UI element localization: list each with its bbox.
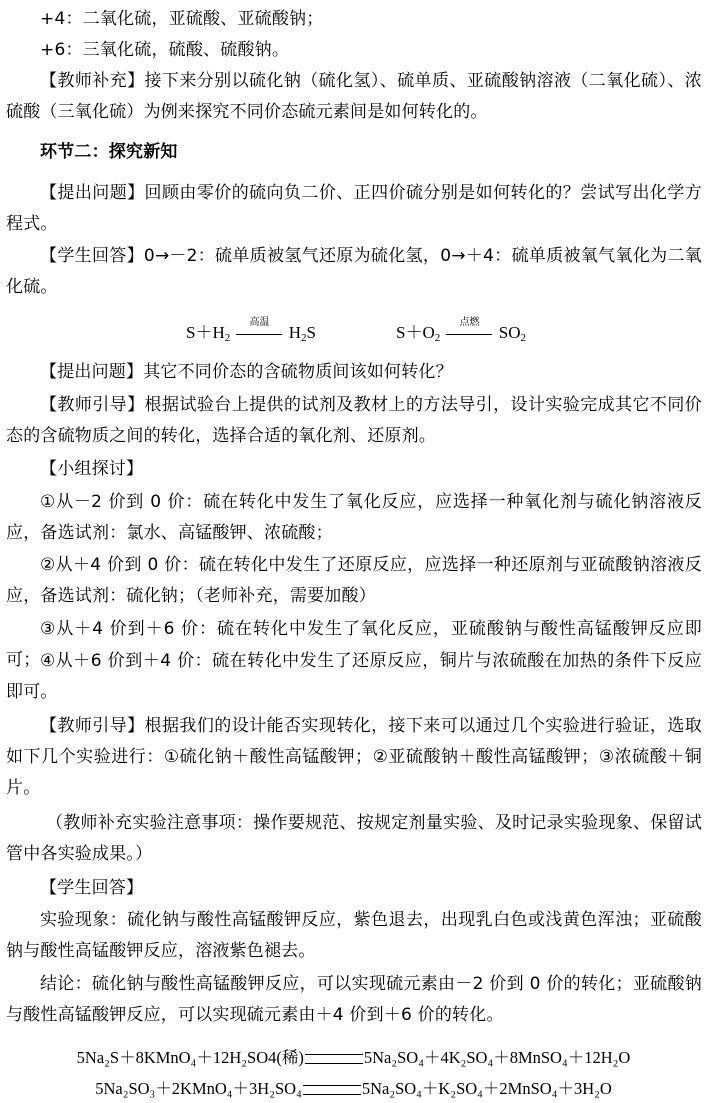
arrow-line [446,334,492,335]
equation-4-right: 5Na₂SO₄＋K₂SO₄＋2MnSO₄＋3H₂O [361,1079,612,1098]
paragraph-conclusion: 结论：硫化钠与酸性高锰酸钾反应，可以实现硫元素由－2 价到 0 价的转化；亚硫酸钠与酸性高锰酸钾反应，可以实现硫元素由＋4 价到＋6 价的转化。 [6,974,702,1025]
paragraph-item-3: ③从＋4 价到＋6 价：硫在转化中发生了氧化反应，亚硫酸钠与酸性高锰酸钾反应即可； [6,619,702,670]
paragraph-observation: 实验现象：硫化钠与酸性高锰酸钾反应，紫色退去，出现乳白色或浅黄色浑浊；亚硫酸钠与酸性高锰酸钾反应，溶液紫色褪去。 [6,910,702,961]
equation-s-h2-left-sub: 2 [224,332,231,344]
paragraph-valence-plus4: +4：二氧化硫，亚硫酸、亚硫酸钠； [40,9,324,29]
equals-sign [305,1054,363,1064]
paragraph-group-discussion: 【小组探讨】 [40,459,144,479]
equation-3-left: 5Na₂S＋8KMnO₄＋12H₂SO4(稀) [76,1048,304,1067]
equation-s-h2 [186,318,316,343]
paragraph-teacher-supplement: 【教师补充】接下来分别以硫化钠（硫化氢）、硫单质、亚硫酸钠溶液（二氧化硫）、浓硫酸（三氧化硫）为例来探究不同价态硫元素间是如何转化的。 [6,71,702,122]
equation-s-o2 [396,318,526,343]
paragraph-question-2: 【提出问题】其它不同价态的含硫物质间该如何转化？ [40,362,453,382]
condition-ignite: 点燃 [459,317,480,329]
equation-s-o2-right: SO [498,323,521,342]
equation-na2s-kmno4 [0,1044,707,1068]
equation-s-o2-left-sub: 2 [434,332,441,344]
paragraph-teacher-guide-1: 【教师引导】根据试验台上提供的试剂及教材上的方法导引，设计实验完成其它不同价态的含硫物质之间的转化，选择合适的氧化剂、还原剂。 [6,395,702,446]
condition-arrow-ignite [446,317,492,341]
equation-s-h2-right: H [288,323,302,342]
paragraph-teacher-guide-2: 【教师引导】根据我们的设计能否实现转化，接下来可以通过几个实验进行验证，选取如下几个实验进行：①硫化钠＋酸性高锰酸钾；②亚硫酸钠＋酸性高锰酸钾；③浓硫酸＋铜片。 [6,716,702,798]
equals-sign [303,1085,361,1095]
equation-row-1 [0,312,707,352]
equation-s-h2-left: S＋H [186,323,225,342]
condition-arrow-high-temp [236,317,282,341]
equation-s-o2-right-sub: 2 [520,332,526,344]
equation-na2so3-kmno4 [0,1075,707,1099]
condition-high-temp: 高温 [249,317,270,329]
paragraph-item-2: ②从＋4 价到 0 价：硫在转化中发生了还原反应，应选择一种还原剂与亚硫酸钠溶液反应，备选试剂：硫化钠；（老师补充，需要加酸） [6,555,702,606]
paragraph-valence-plus6: +6：三氧化硫，硫酸、硫酸钠。 [40,40,290,60]
equation-s-h2-right-sub: 2 [301,332,307,344]
equation-3-right: 5Na₂SO₄＋4K₂SO₄＋8MnSO₄＋12H₂O [363,1048,631,1067]
paragraph-student-answer-1: 【学生回答】0→－2：硫单质被氢气还原为硫化氢，0→＋4：硫单质被氧气氧化为二氧化硫。 [6,246,702,297]
paragraph-question-1: 【提出问题】回顾由零价的硫向负二价、正四价硫分别是如何转化的？尝试写出化学方程式。 [6,183,702,234]
equation-s-h2-right-tail: S [306,323,316,342]
paragraph-item-4: ④从＋6 价到＋4 价：硫在转化中发生了还原反应，铜片与浓硫酸在加热的条件下反应即可。 [6,651,702,702]
section-heading: 环节二：探究新知 [40,142,178,162]
equation-s-o2-left: S＋O [396,323,435,342]
paragraph-teacher-note: （教师补充实验注意事项：操作要规范、按规定剂量实验、及时记录实验现象、保留试管中各实验成果。） [6,813,702,864]
equation-4-left: 5Na₂SO₃＋2KMnO₄＋3H₂SO₄ [95,1079,302,1098]
paragraph-item-1: ①从－2 价到 0 价：硫在转化中发生了氧化反应，应选择一种氧化剂与硫化钠溶液反应，备选试剂：氯水、高锰酸钾、浓硫酸； [6,492,702,543]
paragraph-student-answer-2: 【学生回答】 [40,878,144,898]
arrow-line [236,334,282,335]
